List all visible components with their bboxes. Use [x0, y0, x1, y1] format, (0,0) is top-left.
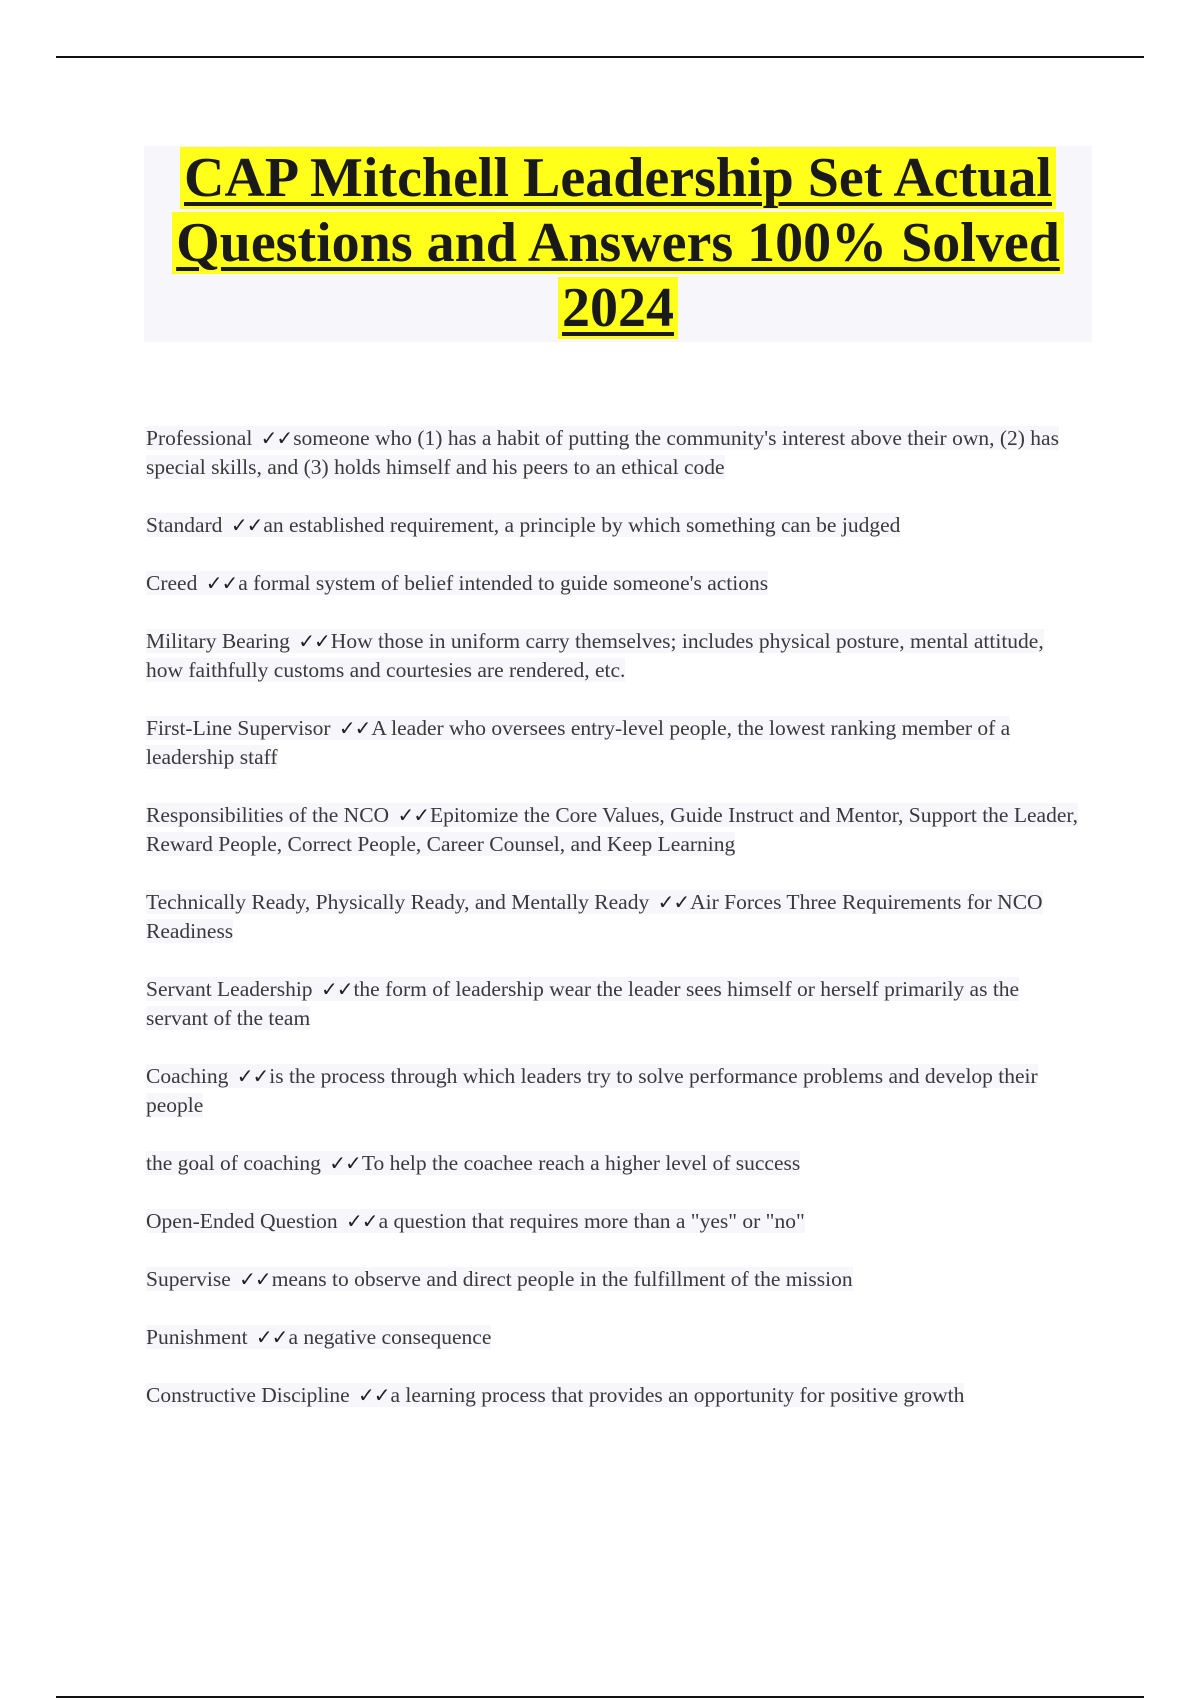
double-check-icon: ✓✓: [239, 1267, 271, 1291]
double-check-icon: ✓✓: [298, 629, 330, 653]
double-check-icon: ✓✓: [236, 1064, 269, 1088]
double-check-icon: ✓✓: [329, 1151, 361, 1175]
qa-term: Standard: [146, 513, 223, 537]
qa-definition: a formal system of belief intended to guide someone's actions: [238, 571, 769, 595]
qa-item: [146, 714, 1086, 772]
qa-term: Punishment: [146, 1325, 248, 1349]
qa-item: [146, 424, 1086, 482]
double-check-icon: ✓✓: [397, 803, 429, 827]
qa-definition: an established requirement, a principle by which something can be judged: [263, 513, 901, 537]
document-title: [144, 146, 1092, 341]
double-check-icon: ✓✓: [230, 513, 263, 537]
qa-term: the goal of coaching: [146, 1151, 321, 1175]
top-rule: [56, 56, 1144, 58]
qa-definition: someone who (1) has a habit of putting the community's interest above their own, (2) has special skills, and (3) holds himself and his peers to an ethical code: [146, 426, 1059, 479]
qa-definition: To help the coachee reach a higher level of success: [361, 1151, 801, 1175]
double-check-icon: ✓✓: [657, 890, 690, 914]
qa-item: [146, 975, 1086, 1033]
qa-item: [146, 1062, 1086, 1120]
qa-term: Coaching: [146, 1064, 229, 1088]
qa-definition: a question that requires more than a "yes" or "no": [378, 1209, 805, 1233]
qa-term: Supervise: [146, 1267, 231, 1291]
qa-term: First-Line Supervisor: [146, 716, 331, 740]
qa-list: [146, 424, 1086, 1439]
qa-item: [146, 627, 1086, 685]
qa-item: [146, 801, 1086, 859]
qa-item: [146, 888, 1086, 946]
qa-definition: a negative consequence: [288, 1325, 492, 1349]
qa-term: Servant Leadership: [146, 977, 313, 1001]
double-check-icon: ✓✓: [255, 1325, 288, 1349]
qa-definition: A leader who oversees entry-level people, the lowest ranking member of a leadership staff: [146, 716, 1011, 769]
qa-term: Professional: [146, 426, 253, 450]
qa-definition: means to observe and direct people in the fulfillment of the mission: [271, 1267, 853, 1291]
double-check-icon: ✓✓: [205, 571, 238, 595]
double-check-icon: ✓✓: [358, 1383, 390, 1407]
qa-term: Technically Ready, Physically Ready, and Mentally Ready: [146, 890, 650, 914]
qa-item: [146, 1207, 1086, 1236]
qa-definition: a learning process that provides an opportunity for positive growth: [390, 1383, 965, 1407]
qa-definition: the form of leadership wear the leader sees himself or herself primarily as the servant of the team: [146, 977, 1020, 1030]
qa-definition: Epitomize the Core Values, Guide Instruct and Mentor, Support the Leader, Reward People, Correct People, Career Counsel, and Keep Learning: [146, 803, 1079, 856]
double-check-icon: ✓✓: [260, 426, 293, 450]
double-check-icon: ✓✓: [338, 716, 371, 740]
qa-definition: Air Forces Three Requirements for NCO Readiness: [146, 890, 1043, 943]
qa-term: Open-Ended Question: [146, 1209, 338, 1233]
qa-item: [146, 569, 1086, 598]
qa-item: [146, 1381, 1086, 1410]
double-check-icon: ✓✓: [346, 1209, 378, 1233]
double-check-icon: ✓✓: [320, 977, 353, 1001]
qa-term: Constructive Discipline: [146, 1383, 350, 1407]
bottom-rule: [56, 1696, 1144, 1698]
qa-term: Creed: [146, 571, 198, 595]
qa-term: Military Bearing: [146, 629, 290, 653]
qa-item: [146, 1265, 1086, 1294]
document-title-text: CAP Mitchell Leadership Set Actual Questions and Answers 100% Solved 2024: [172, 147, 1064, 339]
qa-item: [146, 1323, 1086, 1352]
qa-definition: How those in uniform carry themselves; includes physical posture, mental attitude, how faithfully customs and courtesies are rendered, etc.: [146, 629, 1044, 682]
qa-term: Responsibilities of the NCO: [146, 803, 390, 827]
qa-item: [146, 1149, 1086, 1178]
qa-definition: is the process through which leaders try to solve performance problems and develop their people: [146, 1064, 1038, 1117]
qa-item: [146, 511, 1086, 540]
